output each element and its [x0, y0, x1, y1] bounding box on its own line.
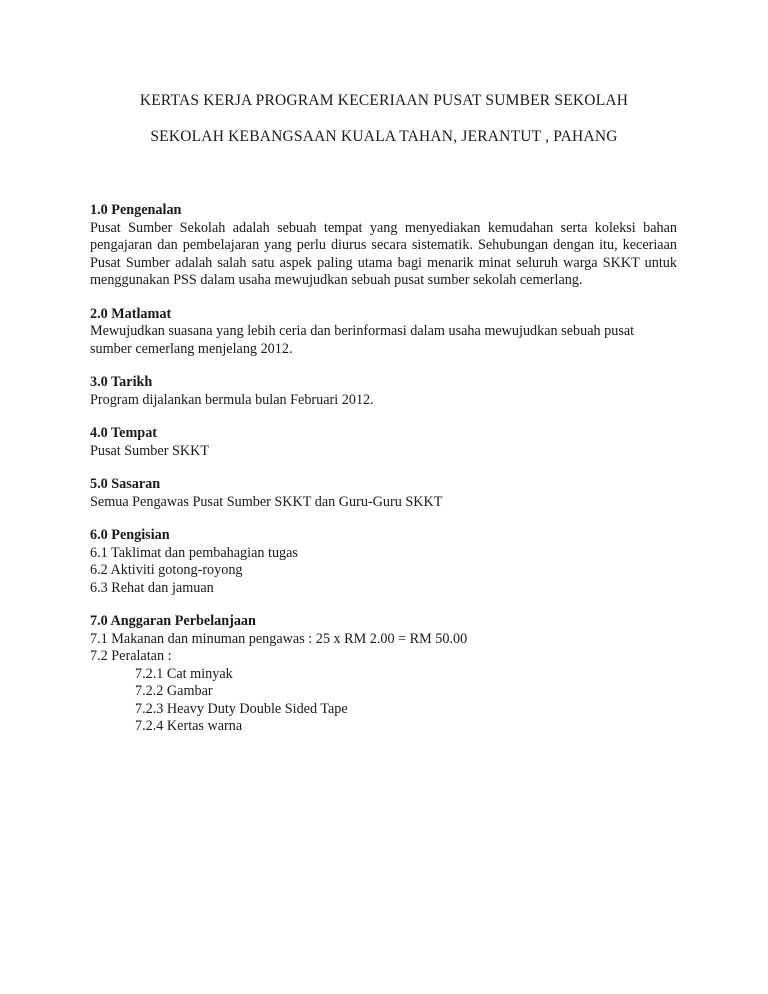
- sub-list-item: 7.2.4 Kertas warna: [135, 718, 243, 734]
- section-pengenalan: [90, 202, 677, 290]
- section-anggaran-perbelanjaan: [90, 613, 677, 736]
- section-heading: 5.0 Sasaran: [90, 476, 161, 492]
- list-item: 7.2 Peralatan :: [90, 648, 172, 664]
- section-matlamat: [90, 306, 677, 359]
- sub-list-item: 7.2.1 Cat minyak: [135, 665, 233, 682]
- list-item: 7.1 Makanan dan minuman pengawas : 25 x RM 2.00 = RM 50.00: [90, 630, 468, 647]
- section-heading: 2.0 Matlamat: [90, 305, 172, 322]
- section-pengisian: [90, 527, 677, 597]
- paragraph: Program dijalankan bermula bulan Februari 2012.: [90, 391, 374, 408]
- list-item: 6.2 Aktiviti gotong-royong: [90, 562, 243, 578]
- school-name: SEKOLAH KEBANGSAAN KUALA TAHAN, JERANTUT , PAHANG: [150, 128, 618, 145]
- paragraph: Pusat Sumber SKKT: [90, 442, 210, 459]
- paragraph: Pusat Sumber Sekolah adalah sebuah tempat yang menyediakan kemudahan serta koleksi bahan pengajaran dan pembelajaran yang perlu diurus secara sistematik. Sehubungan dengan itu, keceriaan Pusat Sumber adalah salah satu aspek paling utama bagi menarik minat seluruh warga SKKT untuk menggunakan PSS dalam usaha mewujudkan sebuah pusat sumber sekolah cemerlang.: [90, 219, 677, 288]
- section-tarikh: [90, 374, 677, 409]
- section-heading: 1.0 Pengenalan: [90, 202, 182, 218]
- paragraph: Mewujudkan suasana yang lebih ceria dan berinformasi dalam usaha mewujudkan sebuah pusat sumber cemerlang menjelang 2012.: [90, 323, 635, 357]
- document-body: [90, 202, 677, 752]
- list-item: 6.1 Taklimat dan pembahagian tugas: [90, 544, 298, 561]
- section-heading: 7.0 Anggaran Perbelanjaan: [90, 613, 256, 629]
- document-title: KERTAS KERJA PROGRAM KECERIAAN PUSAT SUMBER SEKOLAH: [139, 92, 629, 109]
- section-tempat: [90, 425, 677, 460]
- section-heading: 3.0 Tarikh: [90, 374, 153, 390]
- paragraph: Semua Pengawas Pusat Sumber SKKT dan Guru-Guru SKKT: [90, 493, 443, 510]
- section-heading: 4.0 Tempat: [90, 425, 158, 441]
- section-heading: 6.0 Pengisian: [90, 527, 170, 543]
- sub-list-item: 7.2.3 Heavy Duty Double Sided Tape: [135, 700, 348, 717]
- sub-list-item: 7.2.2 Gambar: [135, 683, 213, 699]
- list-item: 6.3 Rehat dan jamuan: [90, 579, 214, 596]
- section-sasaran: [90, 476, 677, 511]
